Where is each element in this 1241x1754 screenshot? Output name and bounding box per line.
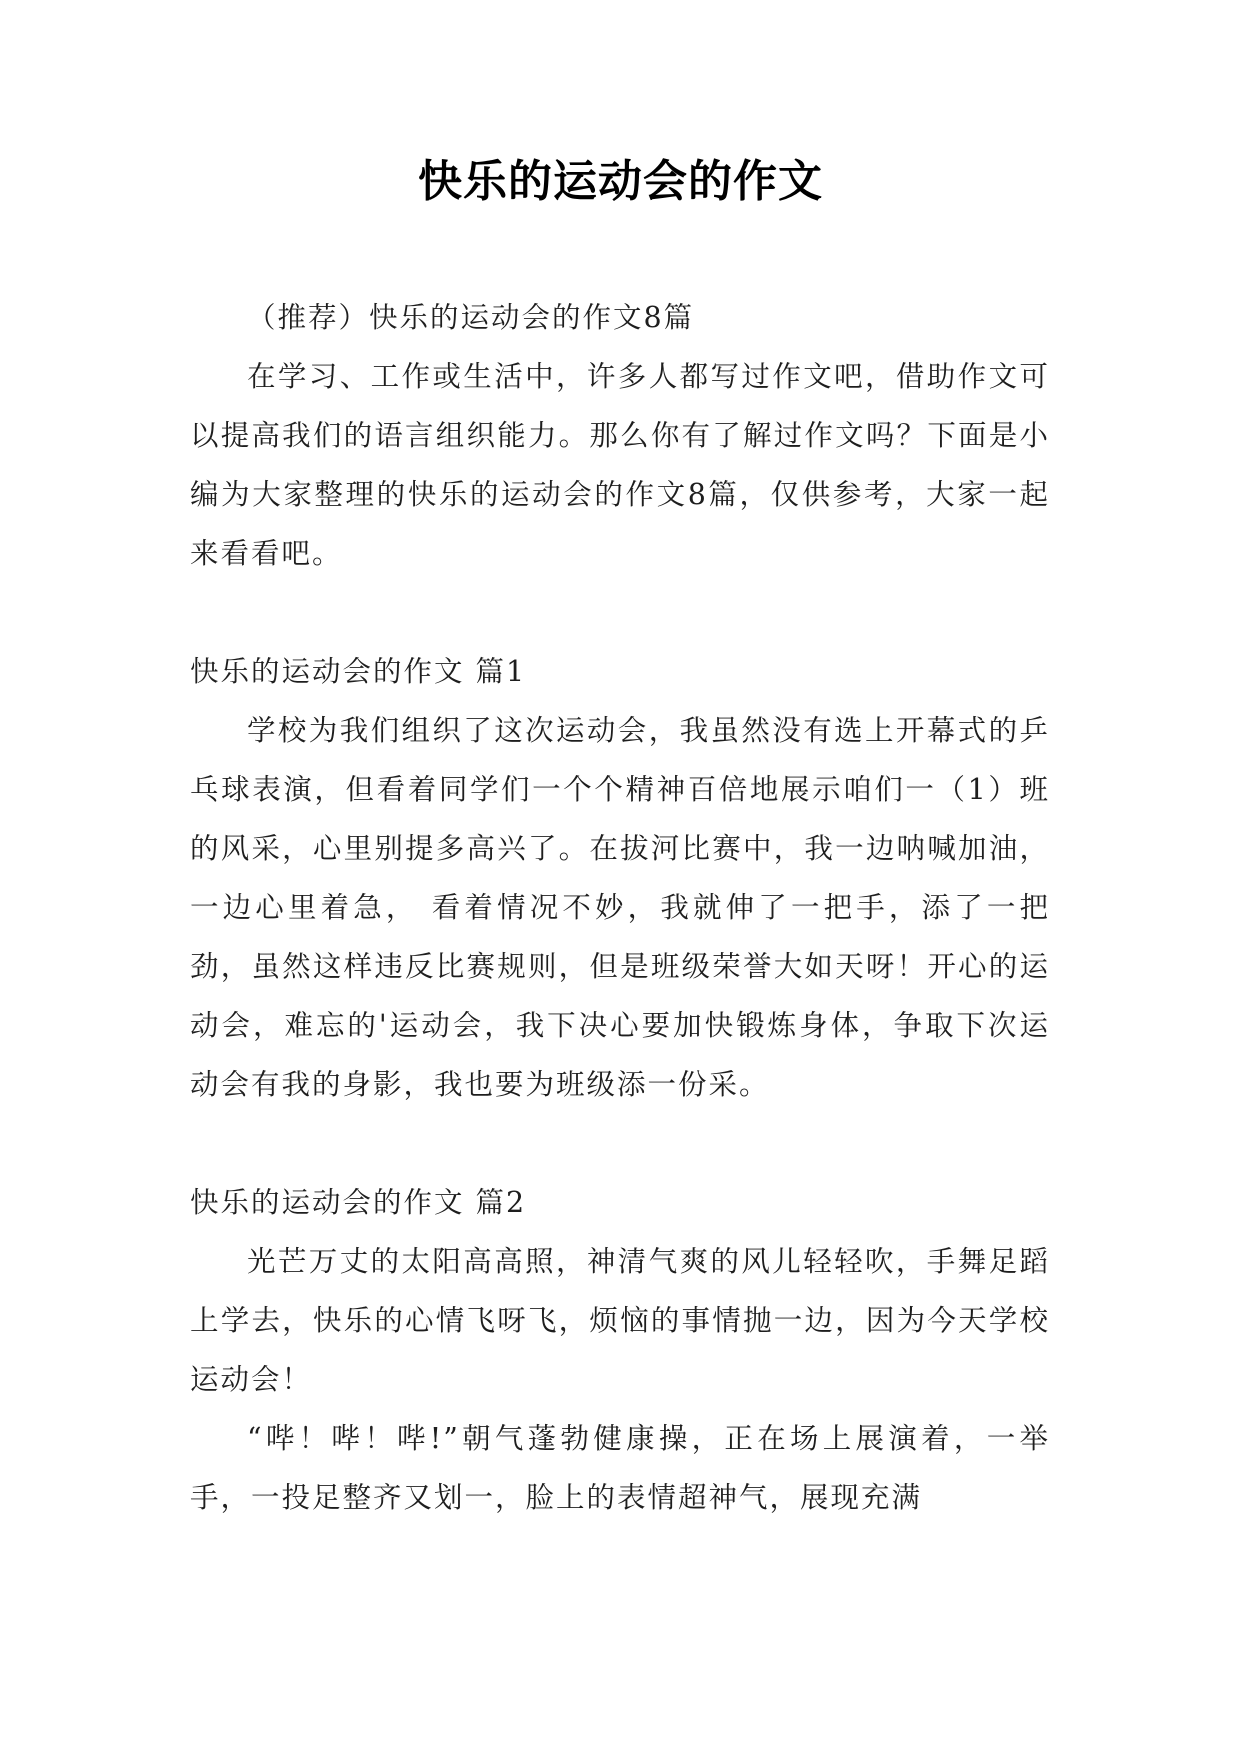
section-heading-2: 快乐的运动会的作文 篇2: [190, 1186, 527, 1219]
section-1-paragraph-1: 学校为我们组织了这次运动会，我虽然没有选上开幕式的乒乓球表演，但看着同学们一个个精神百倍地展示咱们一（1）班的风采，心里别提多高兴了。在拔河比赛中，我一边呐喊加油，一边心里着急， 看着情况不妙，我就伸了一把手，添了一把劲，虽然这样违反比赛规则，但是班级荣誉大如天呀！开心的运动会，难忘的'运动会，我下决心要加快锻炼身体，争取下次运动会有我的身影，我也要为班级添一份采。: [190, 714, 1050, 1101]
document-body: [190, 288, 1050, 1527]
document-title: 快乐的运动会的作文: [418, 156, 823, 207]
spacer: [190, 583, 1050, 642]
section-2-paragraph-2: “哔！哔！哔!”朝气蓬勃健康操，正在场上展演着，一举手，一投足整齐又划一，脸上的表情超神气，展现充满: [190, 1422, 1050, 1514]
intro-line: （推荐）快乐的运动会的作文8篇: [247, 301, 695, 334]
section-2-paragraph-1: 光芒万丈的太阳高高照，神清气爽的风儿轻轻吹，手舞足蹈上学去，快乐的心情飞呀飞，烦恼的事情抛一边，因为今天学校运动会！: [190, 1245, 1050, 1396]
section-heading-1: 快乐的运动会的作文 篇1: [190, 655, 527, 688]
spacer: [190, 1114, 1050, 1173]
intro-paragraph: 在学习、工作或生活中，许多人都写过作文吧，借助作文可以提高我们的语言组织能力。那么你有了解过作文吗？下面是小编为大家整理的快乐的运动会的作文8篇，仅供参考，大家一起来看看吧。: [190, 360, 1050, 570]
